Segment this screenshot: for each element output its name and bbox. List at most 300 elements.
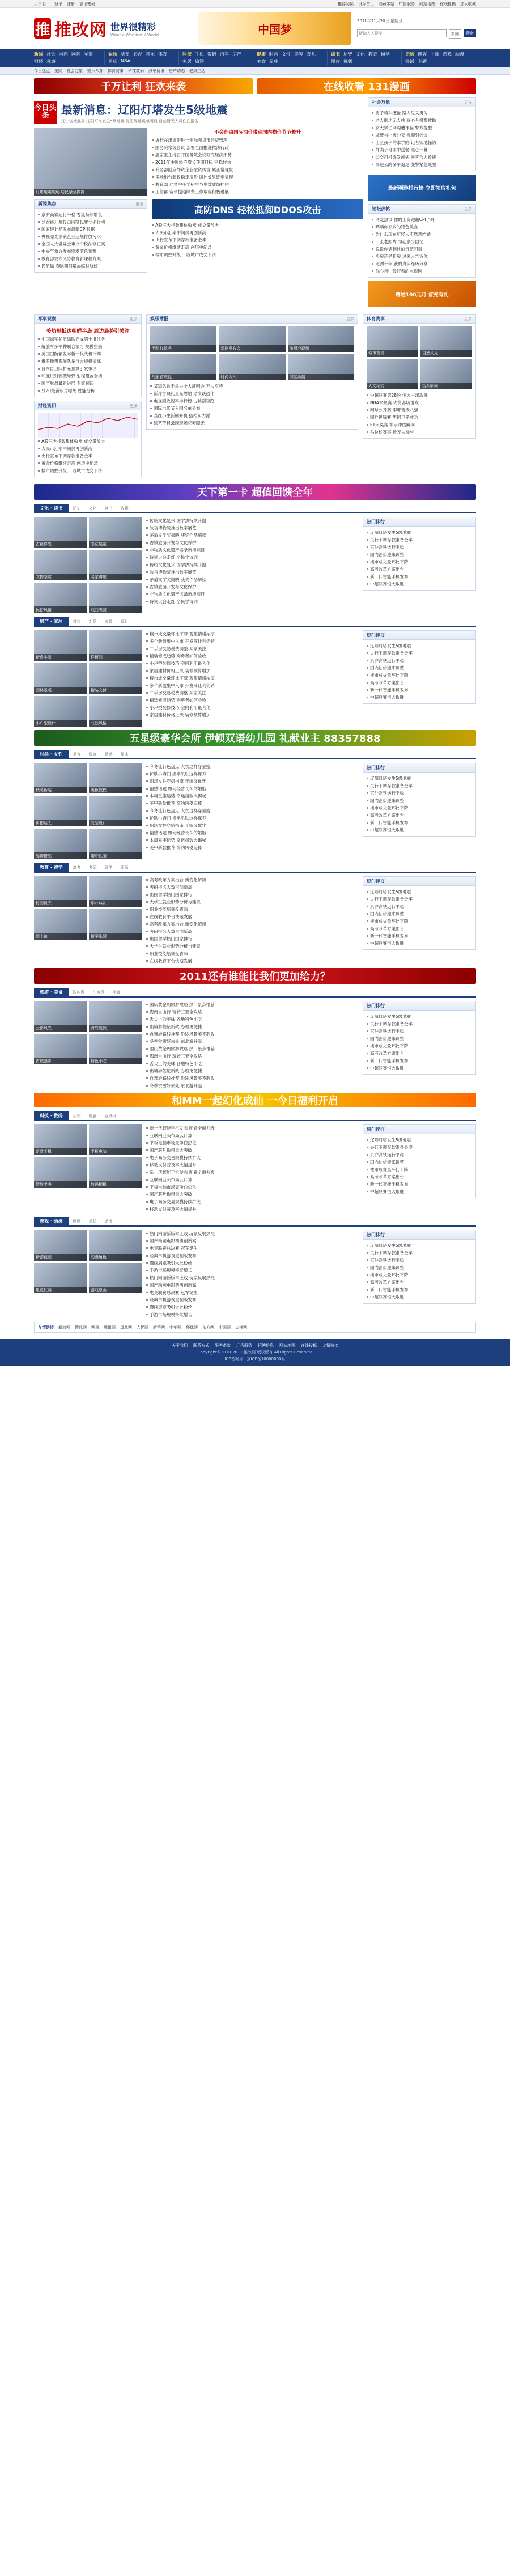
list-item[interactable]: 晒晒你家乡的特色美食 — [372, 223, 472, 231]
list-item[interactable]: 国产动画电影票房创新高 — [146, 1237, 358, 1245]
list-item[interactable]: 自驾游路线推荐 沿途风景美不胜收 — [146, 1030, 358, 1038]
nav-item[interactable]: 文化 — [356, 52, 365, 57]
list-item[interactable]: 中超联赛恒大取胜 — [367, 1064, 472, 1072]
list-item[interactable]: 辽阳灯塔发生5级地震 — [367, 1136, 472, 1144]
friend-link[interactable]: 央视网 — [235, 1325, 247, 1330]
subnav-item[interactable]: 要闻 — [54, 68, 62, 73]
list-item[interactable]: 考研报名人数再创新高 — [146, 884, 358, 891]
list-item[interactable]: 高考改革方案出台 — [367, 1050, 472, 1057]
section-sub[interactable]: 留学 — [104, 865, 113, 870]
list-item[interactable]: 电竞联赛总决赛 冠军诞生 — [146, 1245, 358, 1252]
footer-link[interactable]: 网站地图 — [279, 1343, 295, 1348]
list-item[interactable]: 小户型装修技巧 空间利用最大化 — [146, 704, 358, 711]
list-item[interactable]: 国内油价迎来调整 — [367, 551, 472, 558]
list-item[interactable]: 电视剧收视率排行榜 古装剧领跑 — [150, 397, 354, 405]
photo-thumb[interactable] — [34, 876, 87, 907]
photo-thumb[interactable] — [367, 359, 418, 389]
list-item[interactable]: 诗词大会走红 全民学诗词 — [146, 554, 358, 561]
photo-thumb[interactable] — [34, 829, 87, 859]
ad-banner-2[interactable]: 在线收看 131漫画 — [257, 78, 476, 94]
section-sub[interactable]: 美容 — [73, 752, 81, 757]
list-item[interactable]: 高考改革方案出台 新变化解读 — [146, 920, 358, 928]
list-item[interactable]: 网球公开赛 李娜晋级八强 — [367, 406, 472, 414]
list-item[interactable]: 楼市成交量环比下降 — [367, 918, 472, 925]
list-item[interactable]: 美国国防部发布新一代战机计划 — [38, 350, 138, 358]
photo-thumb[interactable] — [89, 763, 142, 793]
list-item[interactable]: 新一代智能手机发布 — [367, 686, 472, 694]
headline-title[interactable]: 最新消息：辽阳灯塔发生5级地震 — [61, 103, 228, 117]
list-item[interactable]: 国务院常务会议 部署全面推进依法行政 — [152, 144, 363, 151]
more-link[interactable]: 更多 — [464, 316, 472, 321]
list-item[interactable]: 海南自由行 玩转三亚全攻略 — [146, 1053, 358, 1060]
list-item[interactable]: 央行下调存款准备金率 — [367, 650, 472, 657]
list-item[interactable]: 非物质文化遗产名录新增项目 — [146, 591, 358, 598]
list-item[interactable]: 工信部 宽带提速降费工作取得积极进展 — [152, 188, 363, 196]
list-item[interactable]: 人民币汇率中间价再创新高 — [152, 229, 363, 236]
photo-thumb[interactable] — [34, 517, 87, 548]
list-item[interactable]: 中央气象台发布寒潮蓝色预警 — [38, 248, 143, 255]
nav-item[interactable]: 教育 — [368, 52, 377, 57]
list-item[interactable]: 手游市场规模持续增长 — [146, 1311, 358, 1318]
photo-thumb[interactable] — [89, 1157, 142, 1188]
list-item[interactable]: 自驾游路线推荐 沿途风景美不胜收 — [146, 1075, 358, 1082]
footer-link[interactable]: 广告服务 — [236, 1343, 252, 1348]
ad-banner[interactable]: 2011还有谁能比我们更加给力？ — [34, 968, 476, 984]
nav-item[interactable]: 动漫 — [455, 52, 464, 57]
search-input[interactable] — [357, 29, 447, 37]
list-item[interactable]: 家居建材价格上涨 装修预算增加 — [146, 667, 358, 674]
list-item[interactable]: 京沪高铁运行平稳 — [367, 544, 472, 551]
list-item[interactable]: 全国人大常委会审议个税法修正案 — [38, 240, 143, 248]
nav-item[interactable]: 音乐 — [146, 52, 155, 57]
top-link[interactable]: 推荐阅读 — [338, 1, 354, 6]
nav-item[interactable]: 博客 — [418, 52, 427, 57]
section-sub[interactable]: 手机 — [73, 1114, 81, 1118]
nav-item[interactable]: 女性 — [282, 52, 291, 57]
photo-thumb[interactable] — [89, 829, 142, 859]
list-item[interactable]: 职场女性穿搭指南 干练又优雅 — [146, 822, 358, 829]
nav-item[interactable]: 视频 — [343, 59, 352, 64]
section-sub[interactable]: 考研 — [88, 865, 97, 870]
more-link[interactable]: 更多 — [130, 403, 138, 408]
list-item[interactable]: 商务部回应外资企业撤资传言 属正常现象 — [152, 166, 363, 173]
section-sub[interactable]: 文化 — [88, 506, 97, 511]
nav-group-head[interactable]: 健康 — [257, 52, 266, 57]
list-item[interactable]: 平板电脑市场竞争白热化 — [146, 1183, 358, 1191]
section-title[interactable]: 时尚 · 女性 — [34, 750, 69, 758]
section-sub[interactable]: 互联网 — [104, 1114, 117, 1118]
list-item[interactable]: 国家统计局发布最新CPI数据 — [38, 226, 143, 233]
list-item[interactable]: 国产芯片取得重大突破 — [146, 1191, 358, 1198]
list-item[interactable]: 冬季赏雪好去处 东北游升温 — [146, 1038, 358, 1045]
list-item[interactable]: 马拉松赛事 数万人参与 — [367, 428, 472, 436]
list-item[interactable]: 新一代智能手机发布 — [367, 1286, 472, 1293]
list-item[interactable]: 护肤小窍门 换季肌肤这样保养 — [146, 770, 358, 778]
list-item[interactable]: 一张老照片 勾起多少回忆 — [372, 238, 472, 245]
nav-item[interactable]: 明星 — [121, 52, 130, 57]
list-item[interactable]: 新一代智能手机发布 配置全面升级 — [146, 1124, 358, 1132]
list-item[interactable]: 出国留学热门国家排行 — [146, 935, 358, 943]
list-item[interactable]: 高考改革方案出台 新变化解读 — [146, 876, 358, 884]
nav-item[interactable]: 图片 — [331, 59, 340, 64]
list-item[interactable]: 热门网游新版本上线 玩家反响热烈 — [146, 1274, 358, 1281]
list-item[interactable]: 舌尖上的美味 各地特色小吃 — [146, 1060, 358, 1067]
subnav-item[interactable]: 体育赛事 — [108, 68, 124, 73]
photo-thumb[interactable] — [34, 763, 87, 793]
list-item[interactable]: 情感话题 如何经营长久的婚姻 — [146, 785, 358, 792]
list-item[interactable]: 央行下调存款准备金率 — [367, 1144, 472, 1151]
section-sub[interactable]: 动漫 — [104, 1219, 113, 1224]
list-item[interactable]: 中超联赛恒大取胜 — [367, 580, 472, 588]
photo-thumb[interactable] — [150, 354, 216, 380]
list-item[interactable]: 海南自由行 玩转三亚全攻略 — [146, 1008, 358, 1016]
nav-item[interactable]: 国际 — [71, 52, 80, 57]
list-item[interactable]: 国乒世锦赛 男团卫冕成功 — [367, 414, 472, 421]
section-sub[interactable]: 读书 — [104, 506, 113, 511]
nav-item[interactable]: 家居 — [182, 59, 192, 64]
list-item[interactable]: 女大学生网购遭诈骗 警方提醒 — [372, 124, 472, 131]
list-item[interactable]: 央行在津调研进一步加强货币信贷管理 — [152, 137, 363, 144]
photo-thumb[interactable] — [34, 1230, 87, 1261]
list-item[interactable]: 日本自卫队扩充预算引发争议 — [38, 365, 138, 372]
nav-item[interactable]: 旅游 — [195, 59, 204, 64]
photo-thumb[interactable] — [89, 630, 142, 661]
list-item[interactable]: 楼市成交量环比下降 — [367, 672, 472, 679]
section-sub[interactable]: 新盘 — [88, 619, 97, 624]
top-link[interactable]: 收藏本站 — [379, 1, 394, 6]
photo-thumb[interactable] — [89, 1263, 142, 1293]
nav-item[interactable]: 美容 — [294, 52, 303, 57]
nav-item[interactable]: 观察 — [46, 59, 56, 64]
list-item[interactable]: 新一代智能手机发布 — [367, 819, 472, 826]
list-item[interactable]: 故宫博物院推出数字展览 — [146, 524, 358, 532]
section-sub[interactable]: 网游 — [73, 1219, 81, 1224]
list-item[interactable]: 故宫博物院推出数字展览 — [146, 568, 358, 576]
list-item[interactable]: 人民币汇率中间价再创新高 — [38, 445, 138, 452]
friend-link[interactable]: 搜狐网 — [75, 1325, 87, 1330]
list-item[interactable]: 国产芯片取得重大突破 — [146, 1147, 358, 1154]
list-item[interactable]: 诗词大会走红 全民学诗词 — [146, 598, 358, 605]
list-item[interactable]: 中超联赛第28轮 恒大主场取胜 — [367, 392, 472, 399]
register-link[interactable]: 注册 — [67, 1, 75, 6]
section-sub[interactable]: 高考 — [73, 865, 81, 870]
list-item[interactable]: 美甲新款推荐 简约风受追捧 — [146, 800, 358, 807]
nav-item[interactable]: NBA — [121, 58, 130, 63]
list-item[interactable]: 国际电影节入围名单公布 — [150, 405, 354, 412]
list-item[interactable]: 多个新盘集中入市 开发商让利促销 — [146, 682, 358, 689]
side-ad-1[interactable]: 最新网游排行榜 立即领取礼包 — [368, 175, 476, 201]
list-item[interactable]: 在线教育平台快速发展 — [146, 957, 358, 965]
photo-thumb[interactable] — [34, 583, 87, 613]
photo-thumb[interactable] — [89, 876, 142, 907]
list-item[interactable]: 央行下调存款准备金率 — [367, 536, 472, 544]
more-link[interactable]: 更多 — [464, 100, 472, 105]
list-item[interactable]: 职场女性穿搭指南 干练又优雅 — [146, 778, 358, 785]
section-title[interactable]: 文化 · 读书 — [34, 504, 69, 512]
list-item[interactable]: 多个新盘集中入市 开发商让利促销 — [146, 638, 358, 645]
footer-link[interactable]: 友情链接 — [322, 1343, 338, 1348]
list-item[interactable]: 高考改革方案出台 — [367, 566, 472, 573]
footer-link[interactable]: 关于我们 — [172, 1343, 188, 1348]
list-item[interactable]: 辽阳灯塔发生5级地震 — [367, 1242, 472, 1249]
list-item[interactable]: 漫画展览吸引大批粉丝 — [146, 1304, 358, 1311]
photo-thumb[interactable] — [34, 1034, 87, 1064]
nav-group-head[interactable]: 论坛 — [405, 52, 414, 57]
friend-link[interactable]: 东方网 — [202, 1325, 214, 1330]
footer-link[interactable]: 服务条款 — [215, 1343, 231, 1348]
list-item[interactable]: 京沪高铁运行平稳 — [367, 1257, 472, 1264]
nav-item[interactable]: 下载 — [430, 52, 439, 57]
nav-group-head[interactable]: 娱乐 — [108, 52, 117, 57]
friend-link[interactable]: 环球网 — [186, 1325, 198, 1330]
list-item[interactable]: 京沪高铁运行平稳 — [367, 790, 472, 797]
list-item[interactable]: 护肤小窍门 换季肌肤这样保养 — [146, 814, 358, 822]
section-sub[interactable]: 情感 — [104, 752, 113, 757]
section-sub[interactable]: 设计 — [120, 619, 129, 624]
list-item[interactable]: 平板电脑市场竞争白热化 — [146, 1139, 358, 1147]
list-item[interactable]: NBA常规赛 火箭客场惜败 — [367, 399, 472, 406]
list-item[interactable]: 新片首映礼星光熠熠 导演谈创作 — [150, 390, 354, 397]
section-sub[interactable]: 服饰 — [88, 752, 97, 757]
photo-thumb[interactable] — [34, 1001, 87, 1032]
list-item[interactable]: 精装修成趋势 购房者如何验收 — [146, 652, 358, 660]
photo-thumb[interactable] — [150, 326, 216, 352]
list-item[interactable]: 舌尖上的美味 各地特色小吃 — [146, 1016, 358, 1023]
nav-item[interactable]: 时尚 — [269, 52, 278, 57]
photo-thumb[interactable] — [288, 354, 354, 380]
nav-item[interactable]: 社会 — [46, 52, 56, 57]
section-sub[interactable]: 楼市 — [73, 619, 81, 624]
list-item[interactable]: 买房还是租房 过来人告诉你 — [372, 253, 472, 260]
nav-item[interactable]: 游戏 — [443, 52, 452, 57]
list-item[interactable]: 楼市成交量环比下降 — [367, 558, 472, 566]
footer-link[interactable]: 招聘信息 — [258, 1343, 274, 1348]
list-item[interactable]: 黄金价格继续走高 创历史纪录 — [38, 460, 138, 467]
list-item[interactable]: 古镇旅游开发与文化保护 — [146, 583, 358, 591]
section-sub[interactable]: 国内游 — [73, 990, 85, 995]
photo-thumb[interactable] — [89, 1124, 142, 1155]
list-item[interactable]: 2011年中国经济增长预期目标 平稳较快 — [152, 159, 363, 166]
nav-item[interactable]: 专题 — [418, 59, 427, 64]
photo-thumb[interactable] — [219, 354, 285, 380]
nav-group-head[interactable]: 读书 — [331, 52, 340, 57]
section-sub[interactable]: 家装 — [104, 619, 113, 624]
list-item[interactable]: A股三大指数集体收涨 成交量放大 — [152, 222, 363, 229]
list-item[interactable]: 公安部开展打击网络犯罪专项行动 — [38, 218, 143, 226]
section-sub[interactable]: 星座 — [120, 752, 129, 757]
list-item[interactable]: 央行宣布下调存款准备金率 — [152, 236, 363, 244]
top-link[interactable]: 加入收藏 — [460, 1, 476, 6]
list-item[interactable]: 中超联赛恒大取胜 — [367, 1293, 472, 1301]
nav-item[interactable]: 足球 — [108, 59, 117, 64]
list-item[interactable]: 京沪高铁运行平稳 — [367, 1028, 472, 1035]
list-item[interactable]: 民航局 春运期间增加临时航班 — [38, 262, 143, 270]
list-item[interactable]: 楼市成交量环比下降 — [367, 1271, 472, 1279]
ad-banner-7[interactable]: 和MM一起幻化成仙 一今日福利开启 — [34, 1093, 476, 1107]
list-item[interactable]: 你心目中最好看的电视剧 — [372, 268, 472, 275]
friend-link[interactable]: 凤凰网 — [120, 1325, 132, 1330]
list-item[interactable]: 央行下调存款准备金率 — [367, 896, 472, 903]
list-item[interactable]: 楼市成交量环比下降 — [367, 1042, 472, 1050]
list-item[interactable]: 情感话题 如何经营长久的婚姻 — [146, 829, 358, 837]
footer-link[interactable]: 在线投稿 — [301, 1343, 317, 1348]
nav-item[interactable]: 星座 — [269, 59, 278, 64]
list-item[interactable]: 国内油价迎来调整 — [367, 1035, 472, 1042]
list-item[interactable]: 电竞联赛总决赛 冠军诞生 — [146, 1289, 358, 1296]
list-item[interactable]: 在线教育平台快速发展 — [146, 913, 358, 920]
list-item[interactable]: 辽阳灯塔发生5级地震 — [367, 529, 472, 536]
list-item[interactable]: 辽阳灯塔发生5级地震 — [367, 888, 472, 896]
top-link[interactable]: 网站地图 — [419, 1, 435, 6]
side-ad-2[interactable]: 赠送100元月 首充有礼 — [368, 281, 476, 307]
list-item[interactable]: 楼市成交量环比下降 观望情绪浓厚 — [146, 674, 358, 682]
more-link[interactable]: 更多 — [464, 206, 472, 211]
footer-link[interactable]: 联系方式 — [193, 1343, 209, 1348]
list-item[interactable]: A股三大指数集体收涨 成交量放大 — [38, 438, 138, 445]
section-title[interactable]: 科技 · 数码 — [34, 1111, 69, 1120]
list-item[interactable]: 茅盾文学奖揭晓 获奖作品解读 — [146, 576, 358, 583]
list-item[interactable]: 冬季赏雪好去处 东北游升温 — [146, 1082, 358, 1089]
list-item[interactable]: 国庆黄金周旅游攻略 热门景点推荐 — [146, 1045, 358, 1053]
photo-thumb[interactable] — [89, 583, 142, 613]
list-item[interactable]: 温家宝主持召开国务院会议研究经济形势 — [152, 151, 363, 159]
list-item[interactable]: 央行下调存款准备金率 — [367, 1249, 472, 1257]
photo-thumb[interactable] — [34, 630, 87, 661]
section-sub[interactable]: 收藏 — [120, 506, 129, 511]
list-item[interactable]: 辽阳灯塔发生5级地震 — [367, 642, 472, 650]
search-button[interactable]: 搜索 — [464, 29, 476, 37]
list-item[interactable]: 央行下调存款准备金率 — [367, 1020, 472, 1028]
photo-thumb[interactable] — [34, 550, 87, 580]
nav-item[interactable]: 育儿 — [307, 52, 316, 57]
nav-item[interactable]: 房产 — [232, 52, 241, 57]
list-item[interactable]: 为什么现在年轻人不愿意结婚 — [372, 231, 472, 238]
list-item[interactable]: 新一代智能手机发布 — [367, 1057, 472, 1064]
list-item[interactable]: 电子商务交易规模持续扩大 — [146, 1198, 358, 1206]
list-item[interactable]: 俄罗斯黑海舰队举行大规模演练 — [38, 358, 138, 365]
nav-item[interactable]: 留学 — [381, 52, 390, 57]
list-item[interactable]: 高速公路多车追尾 交警紧急处置 — [372, 161, 472, 168]
list-item[interactable]: 互联网巨头布局云计算 — [146, 1176, 358, 1183]
photo-thumb[interactable] — [89, 696, 142, 727]
list-item[interactable]: 出境游签证新政 办理更便捷 — [146, 1023, 358, 1030]
list-item[interactable]: 山区孩子的求学路 记者实地探访 — [372, 139, 472, 146]
list-item[interactable]: 楼市成交量环比下降 — [367, 1166, 472, 1173]
photo-thumb[interactable] — [89, 517, 142, 548]
list-item[interactable]: 家居建材价格上涨 装修预算增加 — [146, 711, 358, 719]
nav-item[interactable]: 国内 — [59, 52, 68, 57]
list-item[interactable]: 某知名歌手举办个人演唱会 万人空巷 — [150, 383, 354, 390]
list-item[interactable]: 京沪高铁运行平稳 客流持续增长 — [38, 211, 143, 218]
list-item[interactable]: 今冬流行色盘点 大衣这样穿显瘦 — [146, 763, 358, 770]
list-item[interactable]: 国产航母最新进展 专家解读 — [38, 380, 138, 387]
list-item[interactable]: 中超联赛恒大取胜 — [367, 694, 472, 701]
list-item[interactable]: 辽阳灯塔发生5级地震 — [367, 1013, 472, 1020]
list-item[interactable]: 国内油价迎来调整 — [367, 910, 472, 918]
list-item[interactable]: 男子骑车遭抢 路人见义勇为 — [372, 109, 472, 117]
list-item[interactable]: 传统文化复兴 国学热持续升温 — [146, 517, 358, 524]
section-sub[interactable]: 单机 — [88, 1219, 97, 1224]
photo-thumb[interactable] — [34, 1157, 87, 1188]
section-sub[interactable]: 出境游 — [92, 990, 105, 995]
list-item[interactable]: 新一代智能手机发布 — [367, 573, 472, 580]
list-item[interactable]: 楼市调控升级 一线城市成交下滑 — [38, 467, 138, 474]
list-item[interactable]: 手游市场规模持续增长 — [146, 1267, 358, 1274]
list-item[interactable]: 本周星座运势 幸运指数大揭秘 — [146, 837, 358, 844]
list-item[interactable]: 北漂十年 我的真实经历分享 — [372, 260, 472, 268]
list-item[interactable]: 教育部发布义务教育新课程方案 — [38, 255, 143, 262]
friend-link[interactable]: 中国网 — [219, 1325, 231, 1330]
list-item[interactable]: 京沪高铁运行平稳 — [367, 1151, 472, 1158]
list-item[interactable]: 大学生就业形势分析与建议 — [146, 943, 358, 950]
friend-link[interactable]: 人民网 — [137, 1325, 148, 1330]
nav-item[interactable]: 美食 — [257, 59, 266, 64]
list-item[interactable]: 国内油价迎来调整 — [367, 1264, 472, 1271]
list-item[interactable]: 楼市调控升级 一线城市成交下滑 — [152, 251, 363, 258]
subnav-item[interactable]: 汽车资讯 — [148, 68, 164, 73]
ad-banner-1[interactable]: 千万让利 狂欢来袭 — [34, 78, 253, 94]
photo-thumb[interactable] — [34, 1124, 87, 1155]
list-item[interactable]: 职业技能培训受青睐 — [146, 950, 358, 957]
section-title[interactable]: 旅游 · 美食 — [34, 988, 69, 996]
section-title[interactable]: 游戏 · 动漫 — [34, 1217, 69, 1225]
friend-link[interactable]: 中华网 — [169, 1325, 181, 1330]
list-item[interactable]: 印度试射新型导弹 射程覆盖全境 — [38, 372, 138, 380]
list-item[interactable]: 楼市成交量环比下降 — [367, 804, 472, 812]
list-item[interactable]: F1大奖赛 车手冲线瞬间 — [367, 421, 472, 428]
photo-thumb[interactable] — [34, 909, 87, 940]
list-item[interactable]: 国内油价迎来调整 — [367, 664, 472, 672]
photo-thumb[interactable] — [34, 1263, 87, 1293]
ad-banner[interactable]: 五星级豪华会所 伊顿双语幼儿园 礼献业主 88357888 — [34, 730, 476, 746]
photo-thumb[interactable] — [89, 1230, 142, 1261]
list-item[interactable]: 今冬流行色盘点 大衣这样穿显瘦 — [146, 807, 358, 814]
list-item[interactable]: 中超联赛恒大取胜 — [367, 940, 472, 947]
list-item[interactable]: 央行下调存款准备金率 — [367, 782, 472, 790]
list-item[interactable]: 高考改革方案出台 — [367, 1279, 472, 1286]
list-item[interactable]: 互联网巨头布局云计算 — [146, 1132, 358, 1139]
list-item[interactable]: 茅盾文学奖揭晓 获奖作品解读 — [146, 532, 358, 539]
list-item[interactable]: 二手房交易税费调整 买家关注 — [146, 645, 358, 652]
military-headline[interactable]: 美航母抵达朝鲜半岛 周边局势引关注 — [46, 329, 130, 334]
friend-link[interactable]: 网易 — [91, 1325, 99, 1330]
top-link[interactable]: 广告服务 — [399, 1, 415, 6]
forgot-password-link[interactable]: 忘记密码 — [79, 1, 95, 6]
section-sub[interactable]: 职场 — [120, 865, 129, 870]
list-item[interactable]: 移动支付普及率大幅提升 — [146, 1206, 358, 1213]
section-sub[interactable]: 电脑 — [88, 1114, 97, 1118]
nav-item[interactable]: 笑话 — [405, 59, 414, 64]
list-item[interactable]: 城管与小贩冲突 视频引热议 — [372, 131, 472, 139]
nav-item[interactable]: 体育 — [158, 52, 167, 57]
photo-thumb[interactable] — [219, 326, 285, 352]
more-link[interactable]: 更多 — [130, 316, 138, 321]
list-item[interactable]: 新一代智能手机发布 — [367, 932, 472, 940]
list-item[interactable]: 当红小生新剧开机 搭档实力派 — [150, 412, 354, 419]
subnav-item[interactable]: 科技数码 — [128, 68, 144, 73]
list-item[interactable]: 移动支付普及率大幅提升 — [146, 1161, 358, 1169]
list-item[interactable]: 外卖小哥雨中送餐 暖心一幕 — [372, 146, 472, 154]
list-item[interactable]: 考研报名人数再创新高 — [146, 928, 358, 935]
list-item[interactable]: 古镇旅游开发与文化保护 — [146, 539, 358, 546]
photo-thumb[interactable] — [89, 1034, 142, 1064]
headline-photo[interactable] — [34, 128, 147, 196]
list-item[interactable]: 漫画展览吸引大批粉丝 — [146, 1259, 358, 1267]
photo-thumb[interactable] — [89, 663, 142, 694]
photo-thumb[interactable] — [89, 909, 142, 940]
nav-item[interactable]: 财经 — [34, 59, 43, 64]
friend-link[interactable]: 新浪网 — [58, 1325, 70, 1330]
